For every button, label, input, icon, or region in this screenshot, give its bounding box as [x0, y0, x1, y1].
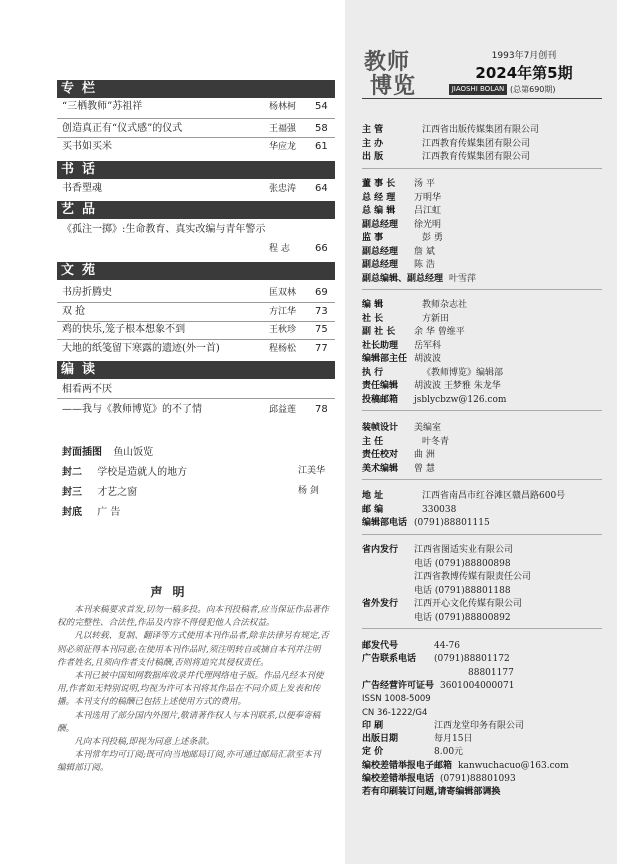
toc-page: 75	[315, 324, 328, 335]
info-value: (0791)88801172	[434, 654, 510, 665]
info-key: 邮发代号	[362, 641, 399, 651]
info-value: 江西省出版传媒集团有限公司	[422, 125, 540, 135]
info-key: 广告经营许可证号	[362, 680, 435, 691]
cover-label: 封三	[62, 487, 82, 498]
info-row-address	[362, 504, 602, 517]
info-key: 印 刷	[362, 720, 384, 731]
toc-item[interactable]	[62, 342, 332, 356]
issue-number: 2024年第5期	[475, 64, 573, 82]
cover-label: 封底	[62, 507, 82, 518]
info-value: 詹 斌	[414, 246, 435, 257]
toc-page: 64	[315, 183, 328, 194]
info-value: 3601004000071	[440, 680, 515, 691]
section-header-zhuanlan: 专栏	[57, 80, 335, 98]
info-key: 定 价	[362, 747, 384, 758]
toc-title: 鸡的快乐,笼子根本想象不到	[62, 324, 186, 335]
info-row-staff	[362, 232, 602, 245]
info-row-staff	[362, 192, 602, 205]
info-value: 江西教育传媒集团有限公司	[422, 152, 531, 162]
info-value: 汤 平	[414, 179, 435, 189]
info-row-editorial	[362, 394, 602, 407]
cover-title: 鱼山饭览	[113, 447, 154, 458]
toc-author: 华应龙	[269, 142, 297, 152]
cover-author: 杨 剑	[298, 486, 319, 496]
info-row-codes	[362, 720, 602, 733]
toc-author: 方江华	[269, 307, 297, 317]
info-value: 胡波波 王梦雅 朱龙华	[414, 381, 501, 391]
info-row-codes	[362, 733, 602, 746]
info-row-codes	[362, 640, 602, 653]
info-value: ISSN 1008-5009	[362, 694, 431, 705]
info-divider	[362, 479, 602, 480]
divider	[57, 137, 335, 138]
info-key: 编 辑	[362, 300, 384, 310]
cover-illustration	[62, 443, 153, 458]
info-value: 彭 勇	[422, 233, 443, 243]
info-value: 岳军科	[414, 340, 442, 351]
logo-text-line2: 博览	[370, 74, 417, 99]
info-row-distribution	[362, 558, 602, 571]
info-key: 编辑部主任	[362, 354, 408, 364]
cover-label: 封面插图	[62, 447, 102, 458]
info-value: 陈 浩	[414, 260, 435, 270]
info-value: 电话 (0791)88800898	[414, 558, 511, 569]
toc-page: 69	[315, 287, 328, 298]
toc-author: 程 志	[269, 244, 290, 254]
info-value: 江西省图适实业有限公司	[414, 545, 514, 555]
info-value: 徐光明	[414, 219, 442, 230]
declaration-text	[57, 604, 329, 776]
info-row-editorial	[362, 299, 602, 312]
toc-page: 78	[315, 404, 328, 415]
info-value: CN 36-1222/G4	[362, 707, 428, 718]
info-row-address	[362, 490, 602, 503]
info-value: 曾 慧	[414, 463, 435, 474]
toc-title: 书香塑魂	[62, 183, 102, 194]
info-row-editorial	[362, 353, 602, 366]
toc-title: 买书如买米	[62, 141, 112, 152]
info-value: 电话 (0791)88801188	[414, 585, 511, 596]
info-value: 44-76	[434, 641, 460, 651]
toc-author: 王秋珍	[269, 325, 297, 335]
cover-title: 才艺之窗	[97, 487, 138, 498]
cover-2	[62, 463, 332, 478]
toc-page: 61	[315, 141, 328, 152]
info-key: 出版日期	[362, 734, 399, 745]
info-row-codes	[362, 653, 602, 666]
pinyin-badge: JIAOSHI BOLAN	[449, 84, 507, 95]
info-row-staff	[362, 219, 602, 232]
toc-item[interactable]	[62, 305, 332, 319]
info-value: 江西省教博传媒有限责任公司	[414, 572, 532, 582]
info-row-editorial	[362, 313, 602, 326]
info-key: 总 经 理	[362, 192, 396, 203]
total-issue: (总第690期)	[510, 85, 556, 94]
toc-author: 匡双林	[269, 288, 297, 298]
toc-item[interactable]	[62, 323, 332, 337]
toc-title: 大地的纸笺留下寒露的遗迹(外一首)	[62, 343, 220, 354]
info-key: 地 址	[362, 491, 384, 501]
divider	[57, 302, 335, 303]
info-row-design	[362, 436, 602, 449]
info-key: 副总经理	[362, 260, 399, 270]
info-row-staff	[362, 178, 602, 191]
toc-author: 程杨松	[269, 344, 297, 354]
divider	[57, 118, 335, 119]
info-key: 主 任	[362, 436, 384, 447]
info-row-publishers	[362, 138, 602, 151]
info-row-distribution	[362, 598, 602, 611]
info-row-address	[362, 517, 602, 530]
info-value: 江西教育传媒集团有限公司	[422, 138, 531, 149]
declaration-title: 声明	[150, 585, 195, 599]
info-row-codes	[362, 773, 602, 786]
cover-label: 封二	[62, 467, 82, 478]
divider	[57, 398, 335, 399]
divider	[57, 339, 335, 340]
info-key: 主 管	[362, 125, 384, 135]
info-value: 曲 洲	[414, 450, 435, 460]
toc-author: 王福强	[269, 124, 297, 134]
info-key: 编校差错举报电子邮箱	[362, 760, 453, 771]
toc-page: 58	[315, 123, 328, 134]
info-value: 330038	[422, 504, 457, 515]
cover-author: 江美华	[298, 466, 326, 476]
info-row-editorial	[362, 380, 602, 393]
declaration-paragraph: 本刊已被中国知网数据库收录并代理网络电子版。作品凡经本刊使用,作者如无特别说明,均视为许可本刊将其作品在不同介质上发表和传播。本刊支付的稿酬已包括上述使用方式的费用。	[57, 671, 324, 708]
toc-item[interactable]	[62, 122, 332, 136]
info-row-codes	[362, 786, 602, 799]
info-row-design	[362, 422, 602, 435]
info-key: 省外发行	[362, 599, 399, 609]
info-row-staff	[362, 246, 602, 259]
info-value: 教师杂志社	[422, 300, 468, 310]
info-value: (0791)88801115	[414, 518, 490, 528]
info-row-design	[362, 463, 602, 476]
declaration-paragraph: 凡向本刊投稿,即视为同意上述条款。	[74, 737, 215, 748]
info-key: 装帧设计	[362, 423, 399, 433]
info-value: 《教师博览》编辑部	[422, 367, 504, 378]
toc-author: 杨林柯	[269, 102, 297, 112]
toc-author: 张忠涛	[269, 184, 297, 194]
info-key: 责任编辑	[362, 381, 399, 391]
info-key: 省内发行	[362, 545, 399, 555]
info-value: 叶雪萍	[449, 273, 477, 284]
info-row-design	[362, 449, 602, 462]
info-row-codes	[362, 746, 602, 759]
info-row-editorial	[362, 340, 602, 353]
info-key: 总 编 辑	[362, 206, 396, 216]
divider	[57, 321, 335, 322]
section-header-wenyuan: 文苑	[57, 262, 335, 280]
info-key: 副总编辑、副总经理	[362, 273, 444, 284]
declaration-paragraph: 凡以转载、复制、翻译等方式使用本刊作品者,除非法律另有规定,否则必须征得本刊同意;在使用本刊作品时,须注明转自或摘自本刊并注明作者姓名,且须向作者支付稿酬,否则将追究其侵权责任。	[57, 631, 329, 668]
info-row-codes	[362, 693, 602, 706]
info-value: 余 华 曾维平	[414, 327, 465, 337]
toc-title: 《孤注一掷》:生命教育、真实改编与青年警示	[62, 224, 266, 235]
info-value: 万明华	[414, 192, 442, 203]
info-row-staff	[362, 259, 602, 272]
toc-author: 邱益莲	[269, 405, 297, 415]
info-key: 副总经理	[362, 219, 399, 230]
info-row-editorial	[362, 367, 602, 380]
info-divider	[362, 410, 602, 411]
info-key: 广告联系电话	[362, 654, 417, 665]
info-row-staff	[362, 205, 602, 218]
info-row-codes	[362, 667, 602, 680]
info-key: 编辑部电话	[362, 518, 408, 528]
info-key: 执 行	[362, 367, 384, 378]
section-header-yipin: 艺品	[57, 201, 335, 219]
declaration-paragraph: 本刊常年均可订阅;既可向当地邮局订阅,亦可通过邮局汇款至本刊编辑部订阅。	[57, 750, 321, 774]
info-value: 江西龙堂印务有限公司	[434, 720, 525, 731]
cover-title: 学校是造就人的地方	[97, 467, 188, 478]
magazine-logo	[364, 45, 444, 99]
info-value: 每月15日	[434, 734, 473, 745]
info-row-distribution	[362, 585, 602, 598]
info-value: (0791)88801093	[440, 774, 516, 784]
info-divider	[362, 534, 602, 535]
info-divider	[362, 628, 602, 629]
toc-item[interactable]	[62, 100, 332, 114]
info-key: 出 版	[362, 152, 384, 162]
info-value: 胡波波	[414, 354, 442, 364]
info-key: 主 办	[362, 138, 384, 149]
info-key: 社 长	[362, 313, 384, 324]
info-row-editorial	[362, 326, 602, 339]
toc-page: 54	[315, 101, 328, 112]
section-header-shuhua: 书话	[57, 161, 335, 179]
info-key: 美术编辑	[362, 463, 399, 474]
info-row-distribution	[362, 612, 602, 625]
declaration-paragraph: 本刊来稿要求首发,切勿一稿多投。向本刊投稿者,应当保证作品著作权的完整性、合法性,作品及内容不得侵犯他人合法权益。	[57, 605, 329, 629]
info-key: 投稿邮箱	[362, 394, 399, 405]
cover-3	[62, 483, 332, 498]
info-row-codes	[362, 760, 602, 773]
info-value: 8.00元	[434, 747, 464, 758]
info-value: 88801177	[468, 667, 514, 678]
declaration-paragraph: 本刊选用了部分国内外图片,敬请著作权人与本刊联系,以便奉寄稿酬。	[57, 710, 321, 734]
toc-title: 书房折腾史	[62, 287, 112, 298]
toc-page: 77	[315, 343, 328, 354]
info-value: 江西开心文化传媒有限公司	[414, 599, 523, 609]
info-key: 董 事 长	[362, 179, 396, 189]
info-key: 编校差错举报电话	[362, 774, 435, 784]
info-row-codes	[362, 707, 602, 720]
info-value: 江西省南昌市红谷滩区赣昌路600号	[422, 491, 566, 501]
info-row-staff	[362, 273, 602, 286]
info-value: 美编室	[414, 423, 442, 433]
cover-back	[62, 503, 120, 518]
info-row-publishers	[362, 124, 602, 137]
info-key: 副 社 长	[362, 327, 396, 337]
info-key: 副总经理	[362, 246, 399, 257]
toc-title: “三栖教师”苏祖祥	[62, 101, 143, 112]
info-value: 电话 (0791)88800892	[414, 612, 511, 623]
info-value: 吕江虹	[414, 206, 442, 216]
founded-date: 1993年7月创刊	[491, 51, 557, 61]
toc-title: 双 抢	[62, 306, 86, 317]
info-divider	[362, 289, 602, 290]
toc-item[interactable]	[62, 140, 332, 154]
info-value: 叶冬青	[422, 436, 450, 447]
info-key: 邮 编	[362, 504, 384, 515]
info-row-codes	[362, 680, 602, 693]
cover-title: 广 告	[97, 507, 121, 518]
info-key: 责任校对	[362, 450, 399, 460]
toc-subtitle: ——我与《教师博览》的不了情	[62, 404, 202, 415]
toc-page: 66	[315, 243, 328, 254]
info-value: 方新田	[422, 313, 450, 324]
toc-title: 创造真正有“仪式感”的仪式	[62, 123, 183, 134]
info-value[interactable]: kanwuchacuo@163.com	[458, 760, 569, 771]
info-divider	[362, 168, 602, 169]
info-row-distribution	[362, 544, 602, 557]
info-key: 社长助理	[362, 340, 399, 351]
toc-item[interactable]	[62, 286, 332, 300]
toc-item[interactable]	[62, 182, 332, 196]
info-row-publishers	[362, 151, 602, 164]
toc-title: 相看两不厌	[62, 384, 112, 395]
info-key: 监 事	[362, 233, 384, 243]
masthead-rule	[362, 98, 602, 99]
section-header-biandu: 编读	[57, 361, 335, 379]
toc-item[interactable]	[62, 223, 332, 257]
toc-item[interactable]	[62, 383, 332, 417]
info-row-distribution	[362, 571, 602, 584]
logo-text-line1: 教师	[364, 50, 411, 75]
info-key: 若有印刷装订问题,请寄编辑部调换	[362, 787, 501, 798]
toc-page: 73	[315, 306, 328, 317]
info-value[interactable]: jsblycbzw@126.com	[414, 394, 507, 405]
